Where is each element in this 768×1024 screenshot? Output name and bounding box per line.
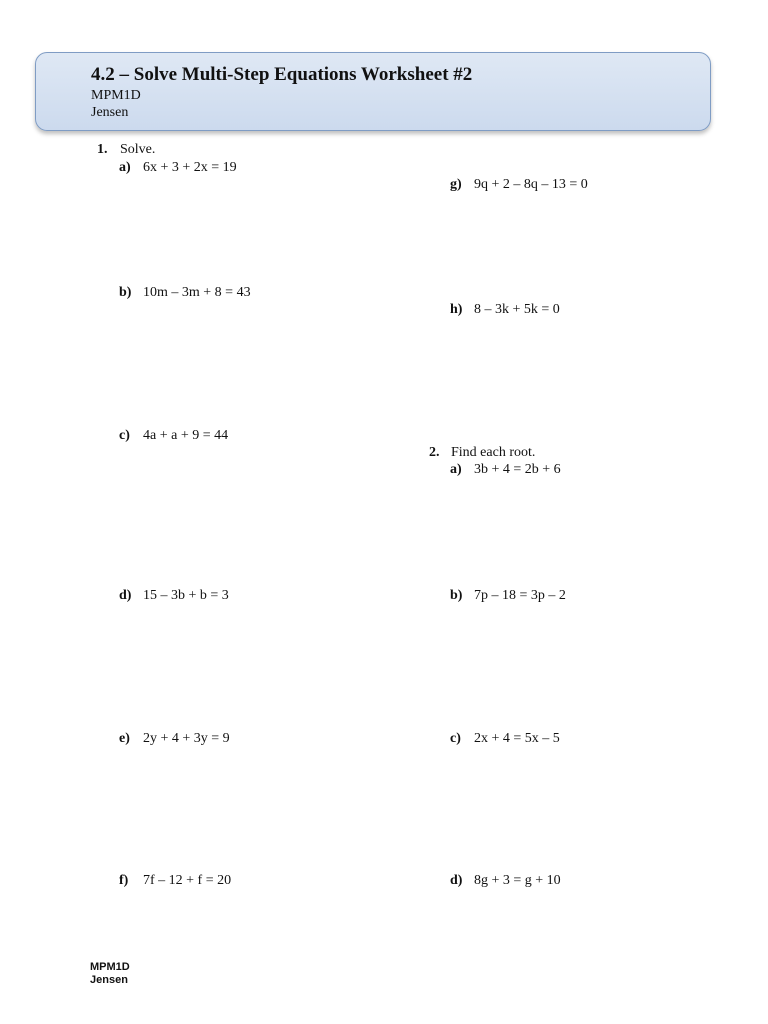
q2-item-a bbox=[450, 462, 561, 478]
equation: 15 – 3b + b = 3 bbox=[143, 588, 229, 603]
question-1-prompt: Solve. bbox=[120, 142, 156, 157]
q2-item-d bbox=[450, 873, 561, 889]
teacher-name: Jensen bbox=[91, 105, 129, 120]
equation: 4a + a + 9 = 44 bbox=[143, 428, 229, 443]
item-label: a) bbox=[450, 462, 462, 477]
equation: 9q + 2 – 8q – 13 = 0 bbox=[474, 177, 588, 192]
equation: 8 – 3k + 5k = 0 bbox=[474, 302, 560, 317]
header-banner bbox=[35, 52, 711, 131]
item-label: c) bbox=[119, 428, 130, 443]
q1-item-a bbox=[119, 160, 237, 176]
item-label: f) bbox=[119, 873, 129, 888]
item-label: c) bbox=[450, 731, 461, 746]
course-code: MPM1D bbox=[91, 88, 141, 103]
q1-item-f bbox=[119, 873, 231, 889]
q2-item-b bbox=[450, 588, 566, 604]
item-label: e) bbox=[119, 731, 130, 746]
equation: 10m – 3m + 8 = 43 bbox=[143, 285, 251, 300]
q1-item-e bbox=[119, 731, 230, 747]
item-label: g) bbox=[450, 177, 462, 192]
equation: 6x + 3 + 2x = 19 bbox=[143, 160, 237, 175]
equation: 7f – 12 + f = 20 bbox=[143, 873, 232, 888]
q1-item-c bbox=[119, 428, 228, 444]
q1-item-d bbox=[119, 588, 229, 604]
footer-course: MPM1D bbox=[90, 961, 130, 973]
page-footer bbox=[90, 961, 130, 987]
item-label: h) bbox=[450, 302, 463, 317]
equation: 3b + 4 = 2b + 6 bbox=[474, 462, 561, 477]
question-1-number: 1. bbox=[97, 142, 108, 157]
equation: 2x + 4 = 5x – 5 bbox=[474, 731, 560, 746]
item-label: d) bbox=[119, 588, 132, 603]
item-label: a) bbox=[119, 160, 131, 175]
q1-item-b bbox=[119, 285, 251, 301]
equation: 8g + 3 = g + 10 bbox=[474, 873, 561, 888]
worksheet-title: 4.2 – Solve Multi-Step Equations Worksheet #2 bbox=[91, 64, 473, 85]
item-label: b) bbox=[450, 588, 463, 603]
q2-item-c bbox=[450, 731, 560, 747]
item-label: d) bbox=[450, 873, 463, 888]
item-label: b) bbox=[119, 285, 132, 300]
equation: 7p – 18 = 3p – 2 bbox=[474, 588, 566, 603]
footer-teacher: Jensen bbox=[90, 974, 128, 986]
q1-item-h bbox=[450, 302, 560, 318]
question-2-number: 2. bbox=[429, 445, 440, 460]
equation: 2y + 4 + 3y = 9 bbox=[143, 731, 230, 746]
q1-item-g bbox=[450, 177, 588, 193]
question-2-prompt: Find each root. bbox=[451, 445, 536, 460]
